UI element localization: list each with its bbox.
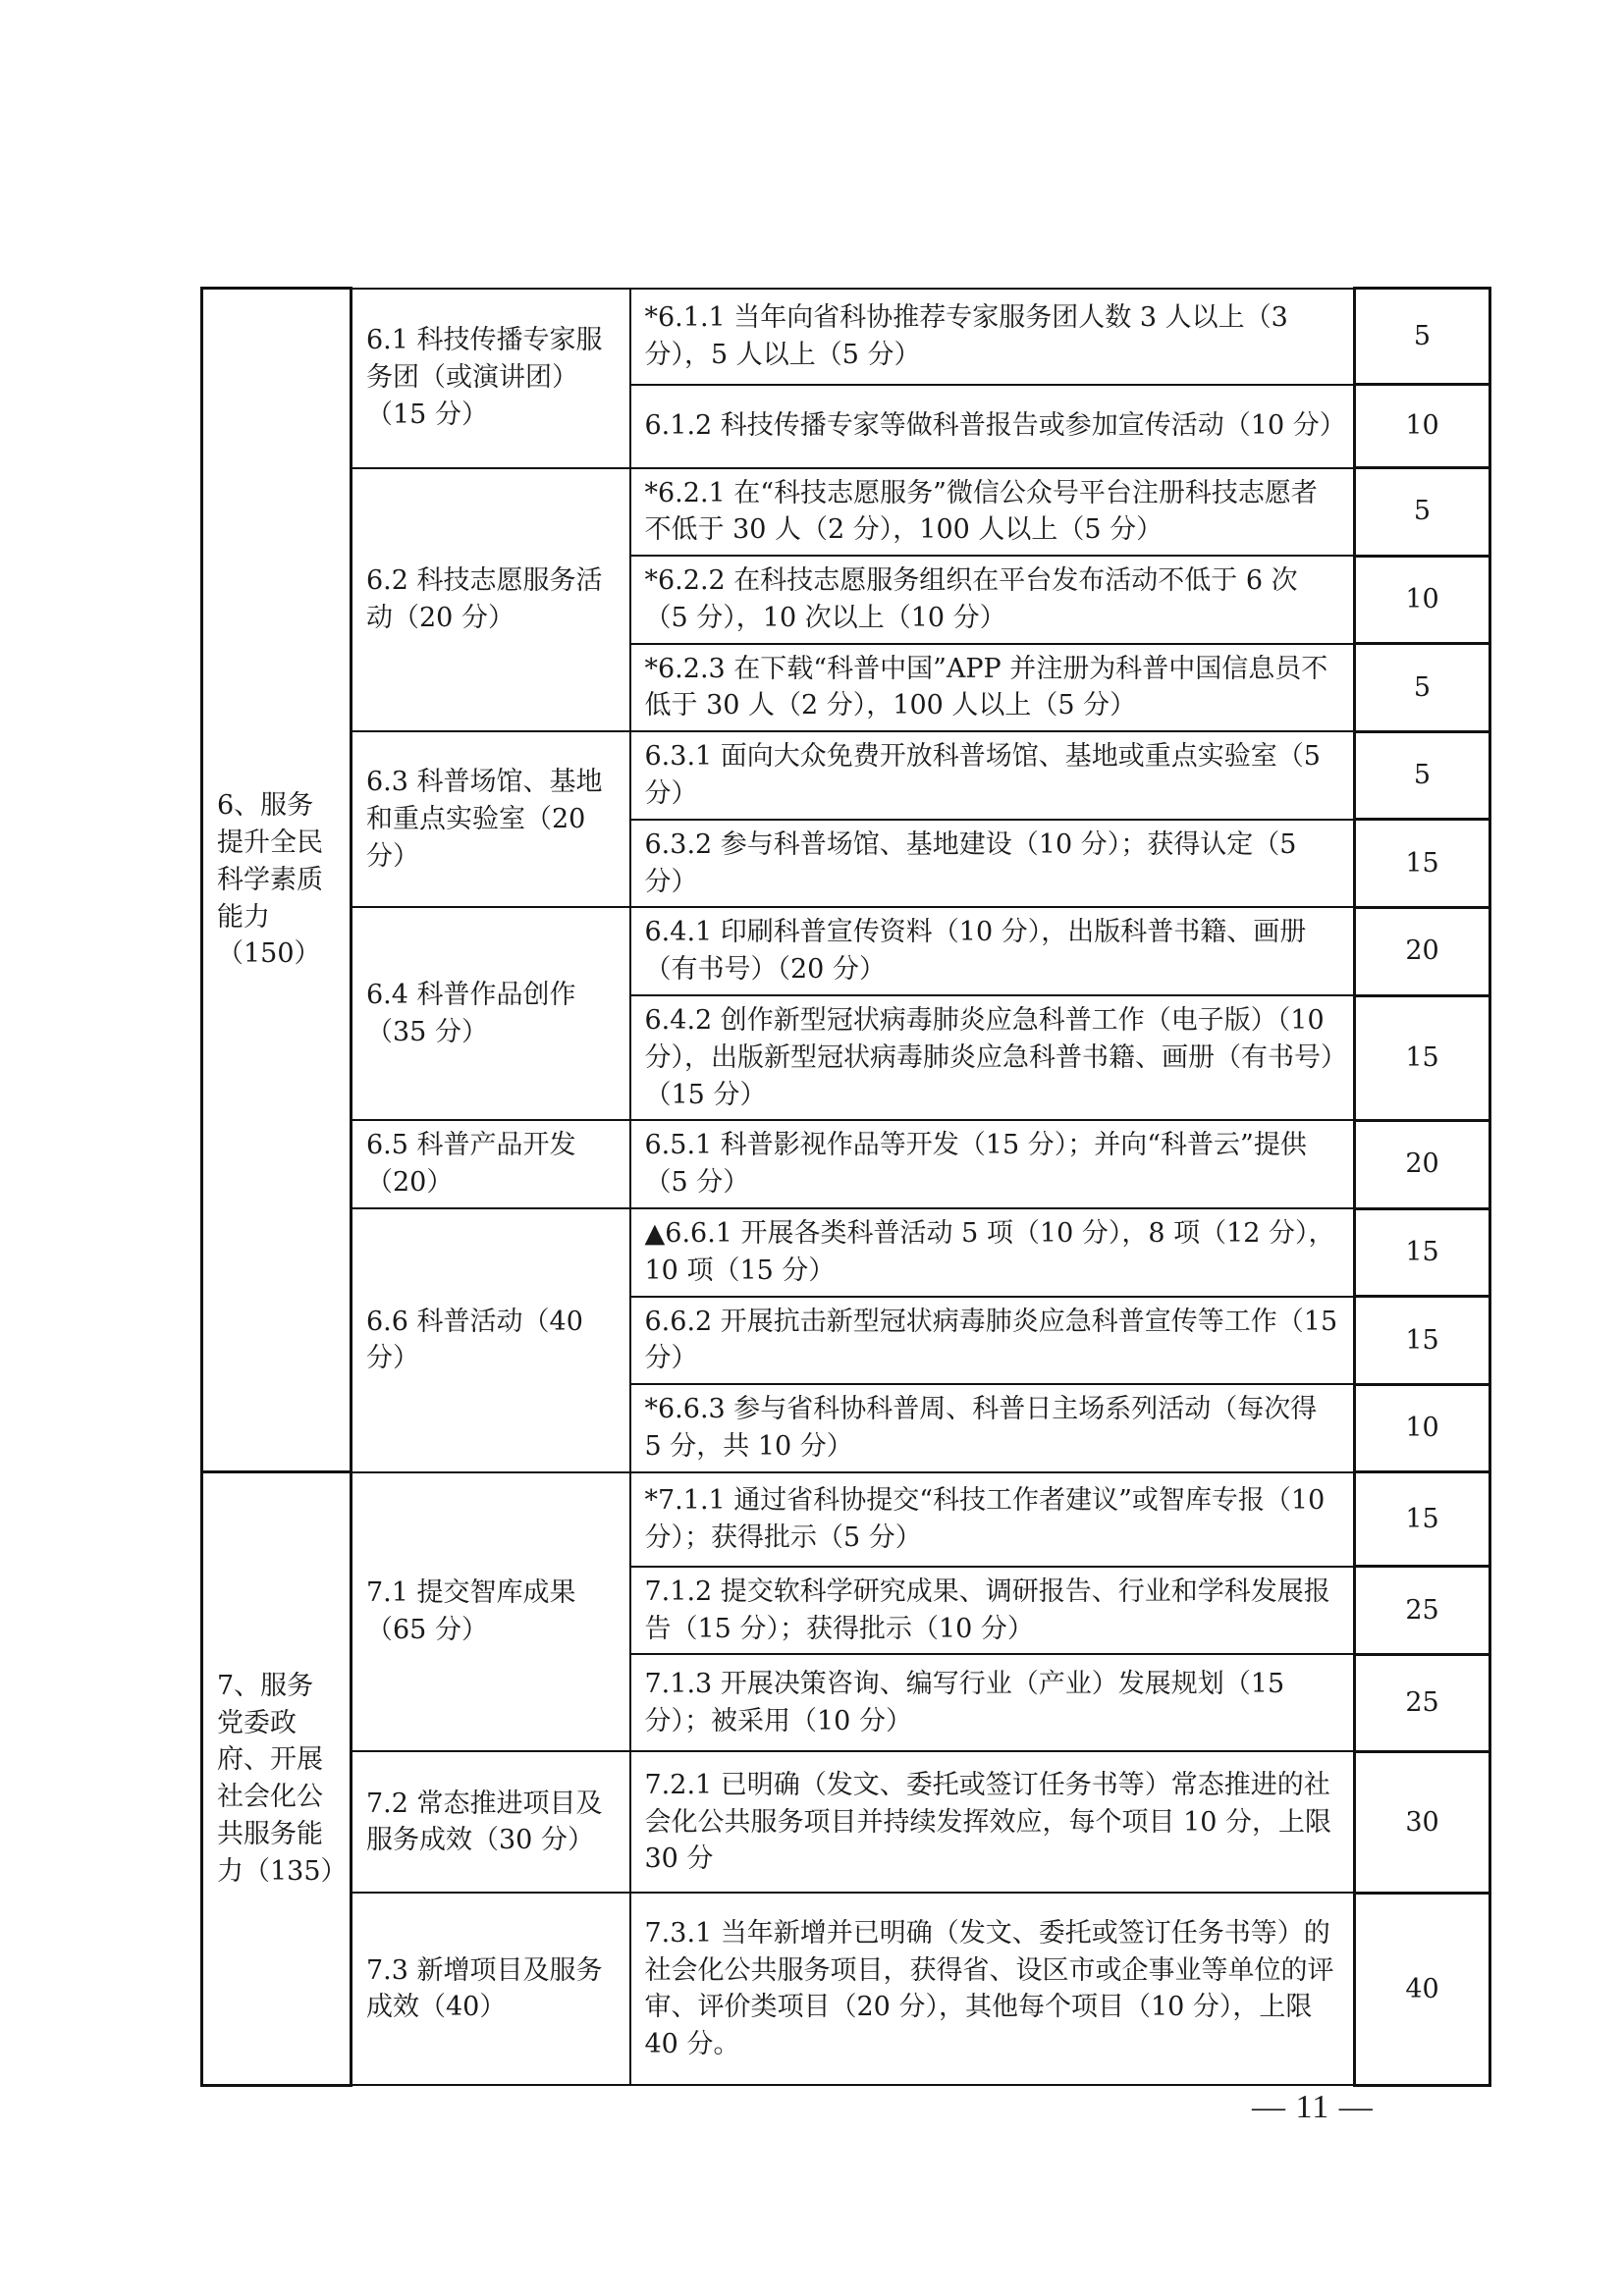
score-6-1-1: 5: [1355, 289, 1490, 385]
table-row: [202, 468, 1490, 557]
table-row: [202, 907, 1490, 995]
table-row: [202, 1120, 1490, 1208]
subcategory-6-4-cell: 6.4 科普作品创作（35 分）: [352, 907, 630, 1120]
score-6-6-2: 15: [1355, 1297, 1490, 1385]
table-row: [202, 289, 1490, 385]
item-7-1-1: *7.1.1 通过省科协提交“科技工作者建议”或智库专报（10 分）；获得批示（5 分）: [630, 1472, 1355, 1567]
item-6-6-3: *6.6.3 参与省科协科普周、科普日主场系列活动（每次得 5 分，共 10 分）: [630, 1384, 1355, 1472]
subcategory-6-5-cell: 6.5 科普产品开发（20）: [352, 1120, 630, 1208]
subcategory-6-3-cell: 6.3 科普场馆、基地和重点实验室（20 分）: [352, 731, 630, 907]
table-row: [202, 1208, 1490, 1297]
score-6-3-1: 5: [1355, 731, 1490, 820]
score-6-3-2: 15: [1355, 820, 1490, 908]
table-row: [202, 1472, 1490, 1567]
category-7-cell: 7、服务党委政府、开展社会化公共服务能力（135）: [202, 1472, 352, 2086]
item-6-2-2: *6.2.2 在科技志愿服务组织在平台发布活动不低于 6 次（5 分），10 次以上（10 分）: [630, 556, 1355, 644]
page-number: — 11 —: [1252, 2089, 1374, 2125]
score-6-2-1: 5: [1355, 468, 1490, 557]
subcategory-6-1-cell: 6.1 科技传播专家服务团（或演讲团）（15 分）: [352, 289, 630, 468]
score-7-3-1: 40: [1355, 1893, 1490, 2085]
subcategory-7-1-cell: 7.1 提交智库成果（65 分）: [352, 1472, 630, 1752]
score-7-2-1: 30: [1355, 1751, 1490, 1893]
item-6-2-1: *6.2.1 在“科技志愿服务”微信公众号平台注册科技志愿者不低于 30 人（2 分），100 人以上（5 分）: [630, 468, 1355, 557]
subcategory-7-3-cell: 7.3 新增项目及服务成效（40）: [352, 1893, 630, 2085]
table-row: [202, 1893, 1490, 2085]
item-6-3-1: 6.3.1 面向大众免费开放科普场馆、基地或重点实验室（5 分）: [630, 731, 1355, 820]
item-6-5-1: 6.5.1 科普影视作品等开发（15 分）；并向“科普云”提供（5 分）: [630, 1120, 1355, 1208]
score-6-6-3: 10: [1355, 1384, 1490, 1472]
item-6-1-1: *6.1.1 当年向省科协推荐专家服务团人数 3 人以上（3 分），5 人以上（5 分）: [630, 289, 1355, 385]
subcategory-6-6-cell: 6.6 科普活动（40 分）: [352, 1208, 630, 1472]
score-6-2-3: 5: [1355, 644, 1490, 732]
item-7-3-1: 7.3.1 当年新增并已明确（发文、委托或签订任务书等）的社会化公共服务项目，获得省、设区市或企事业等单位的评审、评价类项目（20 分），其他每个项目（10 分），上限 40 分。: [630, 1893, 1355, 2085]
item-6-4-1: 6.4.1 印刷科普宣传资料（10 分），出版科普书籍、画册（有书号）（20 分）: [630, 907, 1355, 995]
item-6-6-2: 6.6.2 开展抗击新型冠状病毒肺炎应急科普宣传等工作（15 分）: [630, 1297, 1355, 1385]
score-6-5-1: 20: [1355, 1120, 1490, 1208]
score-6-1-2: 10: [1355, 385, 1490, 468]
item-6-1-2: 6.1.2 科技传播专家等做科普报告或参加宣传活动（10 分）: [630, 385, 1355, 468]
score-6-4-1: 20: [1355, 907, 1490, 995]
score-7-1-3: 25: [1355, 1654, 1490, 1751]
item-6-2-3: *6.2.3 在下载“科普中国”APP 并注册为科普中国信息员不低于 30 人（2 分），100 人以上（5 分）: [630, 644, 1355, 732]
item-6-6-1: ▲6.6.1 开展各类科普活动 5 项（10 分），8 项（12 分），10 项（15 分）: [630, 1208, 1355, 1297]
item-6-3-2: 6.3.2 参与科普场馆、基地建设（10 分）；获得认定（5 分）: [630, 820, 1355, 908]
subcategory-6-2-cell: 6.2 科技志愿服务活动（20 分）: [352, 468, 630, 732]
item-7-1-3: 7.1.3 开展决策咨询、编写行业（产业）发展规划（15 分）；被采用（10 分）: [630, 1654, 1355, 1751]
score-7-1-2: 25: [1355, 1567, 1490, 1655]
score-6-4-2: 15: [1355, 995, 1490, 1120]
category-6-cell: 6、服务提升全民科学素质能力（150）: [202, 289, 352, 1472]
table-row: [202, 1751, 1490, 1893]
scoring-table: [200, 287, 1491, 2087]
score-6-6-1: 15: [1355, 1208, 1490, 1297]
item-7-1-2: 7.1.2 提交软科学研究成果、调研报告、行业和学科发展报告（15 分）；获得批示（10 分）: [630, 1567, 1355, 1655]
score-6-2-2: 10: [1355, 556, 1490, 644]
table-row: [202, 731, 1490, 820]
item-6-4-2: 6.4.2 创作新型冠状病毒肺炎应急科普工作（电子版）（10 分），出版新型冠状病毒肺炎应急科普书籍、画册（有书号）（15 分）: [630, 995, 1355, 1120]
subcategory-7-2-cell: 7.2 常态推进项目及服务成效（30 分）: [352, 1751, 630, 1893]
score-7-1-1: 15: [1355, 1472, 1490, 1567]
item-7-2-1: 7.2.1 已明确（发文、委托或签订任务书等）常态推进的社会化公共服务项目并持续发挥效应，每个项目 10 分，上限 30 分: [630, 1751, 1355, 1893]
